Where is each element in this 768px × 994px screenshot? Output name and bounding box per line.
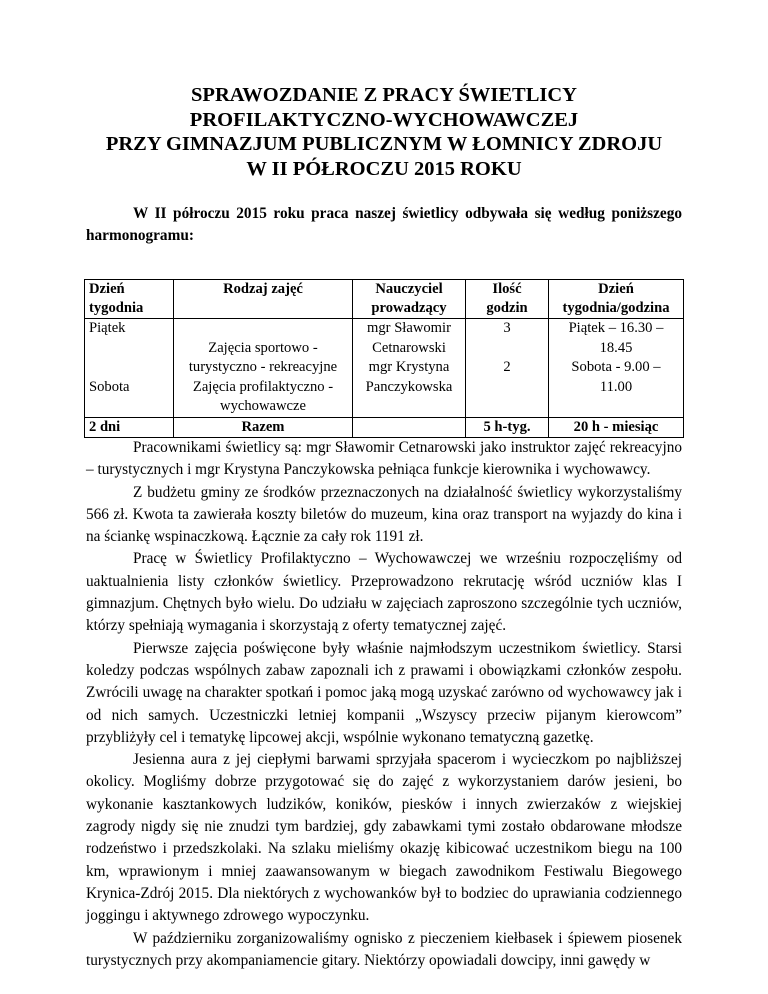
title-line-4: W II PÓŁROCZU 2015 ROKU — [246, 157, 522, 180]
row-hours — [466, 319, 549, 418]
header-activity-type: Rodzaj zajęć — [174, 280, 353, 319]
title-line-1: SPRAWOZDANIE Z PRACY ŚWIETLICY — [191, 84, 577, 106]
header-schedule-line2: tygodnia/godzina — [562, 300, 670, 316]
row1-teacher-line2: Cetnarowski — [372, 339, 446, 356]
header-day — [85, 280, 174, 319]
paragraph: Z budżetu gminy ze środków przeznaczonych na działalność świetlicy wykorzystaliśmy 566 zł. Kwota ta zawierała koszty biletów do muzeum, kina oraz transport na wyjazdy do kina i na ściankę wspinaczkową. Łącznie za cały rok 1191 zł. — [86, 483, 682, 546]
title-line-2: PROFILAKTYCZNO-WYCHOWAWCZEJ — [189, 108, 579, 131]
total-hours: 5 h-tyg. — [466, 417, 549, 437]
title-line-3: PRZY GIMNAZJUM PUBLICZNYM W ŁOMNICY ZDROJU — [105, 133, 663, 155]
row2-type-line1: Zajęcia profilaktyczno - — [192, 378, 334, 395]
row1-schedule-line1: Piątek – 16.30 – — [568, 320, 664, 336]
paragraph: Jesienna aura z jej ciepłymi barwami sprzyjała spacerom i wycieczkom po najbliższej okolicy. Mogliśmy dobrze przygotować się do zajęć z wykorzystaniem darów jesieni, bo wykonanie kasztankowych ludzików, koników, piesków i innych zwierzaków z wiejskiej zagrody nigdy się nie znudzi tym bardziej, gdy zabawkami tymi zostało obdarowane młodsze rodzeństwo i przedszkolaki. Na szlaku mieliśmy okazję kibicować uczestnikom biegu na 100 km, wprawionym i mniej zaawansowanym w biegach zawodnikom Festiwalu Biegowego Krynica-Zdrój 2015. Dla niektórych z wychowanków był to bodziec do uprawiania codziennego joggingu i aktywnego zdrowego wypoczynku. — [86, 751, 682, 925]
total-schedule: 20 h - miesiąc — [549, 417, 684, 437]
row-schedules — [549, 319, 684, 418]
paragraph: Pracę w Świetlicy Profilaktyczno – Wychowawczej we wrześniu rozpoczęliśmy od uaktualnienia listy członków świetlicy. Przeprowadzono rekrutację wśród uczniów klas I gimnazjum. Chętnych było wielu. Do udziału w zajęciach zaproszono szczególnie tych uczniów, którzy spełniają wymagania i skorzystają z oferty tematycznej zajęć. — [86, 550, 682, 635]
row1-day-text: Piątek — [89, 320, 126, 336]
header-hours-line1: Ilość — [492, 281, 522, 297]
row1-activity — [174, 319, 353, 418]
report-body — [86, 437, 682, 972]
header-teacher-line1: Nauczyciel — [375, 281, 443, 297]
header-schedule-line1: Dzień — [598, 281, 634, 297]
row2-teacher-line2: Panczykowska — [365, 378, 453, 395]
total-teacher-empty — [353, 417, 466, 437]
row2-type-line2: wychowawcze — [220, 398, 306, 414]
row2-hours: 2 — [503, 359, 511, 375]
paragraph: W październiku zorganizowaliśmy ognisko z pieczeniem kiełbasek i śpiewem piosenek turystycznych przy akompaniamencie gitary. Niektórzy opowiadali dowcipy, inni gawędy w — [86, 929, 682, 969]
row1-hours: 3 — [503, 320, 511, 336]
header-day-line1: Dzień — [89, 281, 125, 297]
header-hours-line2: godzin — [486, 300, 528, 316]
header-teacher-line2: prowadzący — [371, 300, 447, 316]
header-hours — [466, 280, 549, 319]
row1-type-line2: turystyczno - rekreacyjne — [188, 359, 338, 375]
table-row — [85, 319, 684, 418]
paragraph: Pracownikami świetlicy są: mgr Sławomir Cetnarowski jako instruktor zajęć rekreacyjno – turystycznych i mgr Krystyna Panczykowska pełniąca funkcje kierownika i wychowawcy. — [86, 439, 682, 479]
header-schedule — [549, 280, 684, 319]
row-teachers — [353, 319, 466, 418]
total-day: 2 dni — [85, 417, 174, 437]
row2-schedule-line1: Sobota - 9.00 – — [571, 359, 661, 375]
header-day-line2: tygodnia — [89, 300, 144, 316]
row2-schedule-line2: 11.00 — [599, 378, 633, 395]
row2-day-text: Sobota — [89, 378, 130, 395]
row1-schedule-line2: 18.45 — [599, 339, 633, 356]
schedule-table — [84, 279, 684, 438]
total-label: Razem — [174, 417, 353, 437]
table-total-row — [85, 417, 684, 437]
header-teacher — [353, 280, 466, 319]
row1-teacher-line1: mgr Sławomir — [367, 320, 451, 336]
table-header-row — [85, 280, 684, 319]
paragraph: Pierwsze zajęcia poświęcone były właśnie najmłodszym uczestnikom świetlicy. Starsi koledzy podczas wspólnych zabaw zapoznali ich z prawami i obowiązkami członków zespołu. Zwrócili uwagę na charakter spotkań i pomoc jaką mogą uzyskać zarówno od wychowawcy jak i od nich samych. Uczestniczki letniej kompanii „Wszyscy przeciw pijanym kierowcom” przybliżyły cel i tematykę lipcowej akcji, wspólnie wykonano tematyczną gazetkę. — [86, 639, 682, 746]
row1-day — [85, 319, 174, 418]
intro-paragraph: W II półroczu 2015 roku praca naszej świetlicy odbywała się według poniższego harmonogramu: — [86, 205, 682, 244]
row1-type-line1: Zajęcia sportowo - — [208, 339, 318, 356]
row2-teacher-line1: mgr Krystyna — [368, 359, 450, 375]
document-title — [0, 83, 768, 181]
